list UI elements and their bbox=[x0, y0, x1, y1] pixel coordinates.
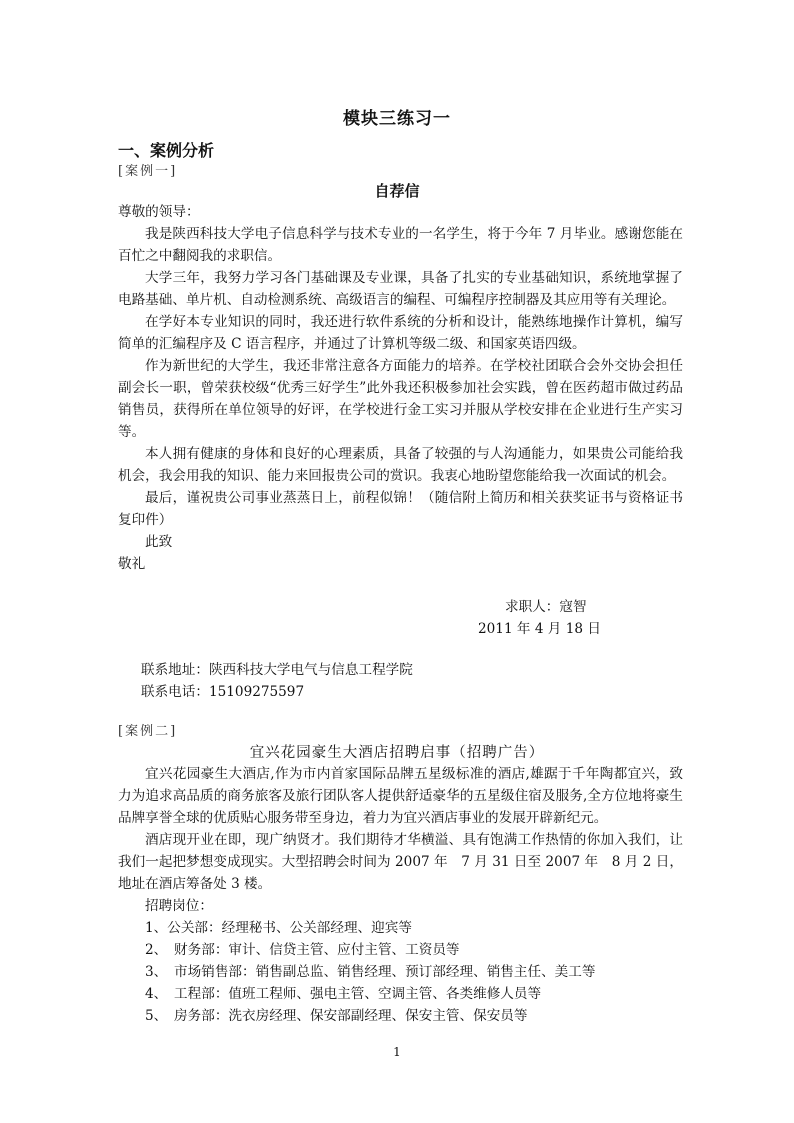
contact-address: 联系地址：陕西科技大学电气与信息工程学院 bbox=[141, 662, 413, 678]
salutation: 尊敬的领导： bbox=[118, 204, 200, 220]
case2-body bbox=[118, 763, 683, 1027]
ad-paragraph: 宜兴花园豪生大酒店,作为市内首家国际品牌五星级标准的酒店,雄踞于千年陶都宜兴，致力为追求高品质的商务旅客及旅行团队客人提供舒适豪华的五星级住宿及服务,全方位地将豪生品牌享誉全球的优质贴心服务带至身边，着力为宜兴酒店事业的发展开辟新纪元。 bbox=[118, 766, 683, 826]
document-title: 模块三练习一 bbox=[343, 109, 451, 129]
case1-title: 自荐信 bbox=[374, 182, 420, 200]
signer: 求职人：寇智 bbox=[505, 599, 587, 615]
case1-tag: [案例一] bbox=[118, 164, 178, 179]
case1-letter-body bbox=[118, 201, 683, 575]
positions-label: 招聘岗位： bbox=[145, 898, 213, 914]
ad-paragraph: 酒店现开业在即，现广纳贤才。我们期待才华横溢、具有饱满工作热情的你加入我们，让我们一起把梦想变成现实。大型招聘会时间为 2007 年 7 月 31 日至 2007 年 8 月 2 日，地址在酒店筹备处 3 楼。 bbox=[118, 832, 683, 892]
section-heading: 一、案例分析 bbox=[118, 141, 215, 160]
letter-paragraph: 最后，谨祝贵公司事业蒸蒸日上，前程似锦！（随信附上简历和相关获奖证书与资格证书复印件） bbox=[118, 490, 683, 528]
case2-title: 宜兴花园豪生大酒店招聘启事（招聘广告） bbox=[249, 745, 545, 761]
letter-paragraph: 我是陕西科技大学电子信息科学与技术专业的一名学生，将于今年 7 月毕业。感谢您能在百忙之中翻阅我的求职信。 bbox=[118, 226, 683, 264]
position-item: 1、公关部：经理秘书、公关部经理、迎宾等 bbox=[145, 920, 412, 936]
letter-paragraph: 本人拥有健康的身体和良好的心理素质，具备了较强的与人沟通能力，如果贵公司能给我机会，我会用我的知识、能力来回报贵公司的赏识。我衷心地盼望您能给我一次面试的机会。 bbox=[118, 446, 683, 484]
contact-phone: 联系电话：15109275597 bbox=[141, 684, 305, 700]
closing-jingli: 敬礼 bbox=[118, 556, 146, 572]
position-item: 4、 工程部：值班工程师、强电主管、空调主管、各类维修人员等 bbox=[145, 986, 542, 1002]
position-item: 5、 房务部：洗衣房经理、保安部副经理、保安主管、保安员等 bbox=[145, 1008, 528, 1024]
page-number: 1 bbox=[393, 1045, 401, 1059]
closing-cizhi: 此致 bbox=[145, 534, 173, 550]
case2-tag: [案例二] bbox=[118, 724, 178, 739]
position-item: 2、 财务部：审计、信贷主管、应付主管、工资员等 bbox=[145, 942, 460, 958]
position-item: 3、 市场销售部：销售副总监、销售经理、预订部经理、销售主任、美工等 bbox=[145, 964, 596, 980]
letter-paragraph: 大学三年，我努力学习各门基础课及专业课，具备了扎实的专业基础知识，系统地掌握了电路基础、单片机、自动检测系统、高级语言的编程、可编程序控制器及其应用等有关理论。 bbox=[118, 270, 683, 308]
letter-paragraph: 在学好本专业知识的同时，我还进行软件系统的分析和设计，能熟练地操作计算机，编写简单的汇编程序及 C 语言程序，并通过了计算机等级二级、和国家英语四级。 bbox=[118, 314, 683, 352]
letter-date: 2011 年 4 月 18 日 bbox=[478, 621, 601, 637]
letter-paragraph: 作为新世纪的大学生，我还非常注意各方面能力的培养。在学校社团联合会外交协会担任副会长一职，曾荣获校级“优秀三好学生”此外我还积极参加社会实践，曾在医药超市做过药品销售员，获得所在单位领导的好评，在学校进行金工实习并服从学校安排在企业进行生产实习等。 bbox=[118, 358, 683, 440]
